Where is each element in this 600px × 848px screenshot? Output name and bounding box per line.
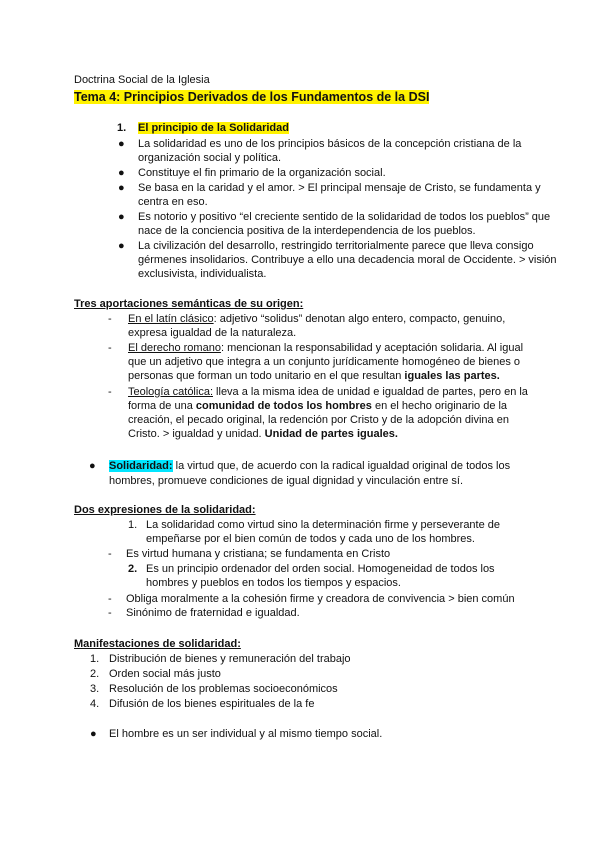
list-item: En el latín clásico: adjetivo “solidus” denotan algo entero, compacto, genuino, <box>128 313 506 325</box>
list-item: Es virtud humana y cristiana; se fundamenta en Cristo <box>126 548 391 560</box>
bullet-icon: ● <box>118 240 125 252</box>
title-highlight: Tema 4: Principios Derivados de los Fundamentos de la DSI <box>74 90 430 104</box>
dash-marker: - <box>108 342 112 354</box>
bullet-icon: ● <box>118 138 125 150</box>
list-item: El derecho romano: mencionan la responsabilidad y aceptación solidaria. Al igual <box>128 342 524 354</box>
bullet-icon: ● <box>118 211 125 223</box>
list-item: La solidaridad es uno de los principios básicos de la concepción cristiana de la <box>138 138 522 150</box>
list-item: Cristo. > igualdad y unidad. Unidad de partes iguales. <box>128 428 398 440</box>
list-number: 4. <box>90 698 100 710</box>
dash-marker: - <box>108 548 112 560</box>
bullet-icon: ● <box>89 460 96 472</box>
section-heading: Dos expresiones de la solidaridad: <box>74 504 256 516</box>
list-item: nace de la conciencia positiva de la interdependencia de los pueblos. <box>138 225 476 237</box>
list-item: Resolución de los problemas socioeconómicos <box>109 683 338 695</box>
course-name: Doctrina Social de la Iglesia <box>74 74 210 86</box>
section-number: 1. <box>117 122 127 134</box>
list-item: La solidaridad como virtud sino la determinación firme y perseverante de <box>146 519 501 531</box>
list-number: 2. <box>90 668 100 680</box>
list-item: Se basa en la caridad y el amor. > El principal mensaje de Cristo, se fundamenta y <box>138 182 541 194</box>
list-item: Constituye el fin primario de la organización social. <box>138 167 386 179</box>
list-item: exclusivista, individualista. <box>138 268 267 280</box>
list-number: 3. <box>90 683 100 695</box>
bullet-icon: ● <box>90 728 97 740</box>
dash-marker: - <box>108 313 112 325</box>
dash-marker: - <box>108 607 112 619</box>
list-number: 2. <box>128 563 138 575</box>
page-title <box>74 89 429 105</box>
section-heading: Tres aportaciones semánticas de su origen: <box>74 298 304 310</box>
list-item: centra en eso. <box>138 196 208 208</box>
list-item: organización social y política. <box>138 152 282 164</box>
list-number: 1. <box>128 519 138 531</box>
list-item: que un adjetivo que integra a un conjunto jurídicamente homogéneo de bienes o <box>128 356 521 368</box>
section-heading: El principio de la Solidaridad <box>138 122 289 134</box>
list-item: Distribución de bienes y remuneración del trabajo <box>109 653 351 665</box>
list-item: Obliga moralmente a la cohesión firme y creadora de convivencia > bien común <box>126 593 515 605</box>
list-item: Es un principio ordenador del orden social. Homogeneidad de todos los <box>146 563 495 575</box>
list-item: La civilización del desarrollo, restringido territorialmente parece que lleva consigo <box>138 240 534 252</box>
list-item: expresa igualdad de la naturaleza. <box>128 327 297 339</box>
list-item: gérmenes insolidarios. Contribuye a ello una decadencia moral de Occidente. > visión <box>138 254 557 266</box>
list-item: creación, el pecado original, la redención por Cristo y de la adopción divina en <box>128 414 509 426</box>
list-item: Teología católica: lleva a la misma idea de unidad e igualdad de partes, pero en la <box>128 386 528 398</box>
list-item: Sinónimo de fraternidad e igualdad. <box>126 607 300 619</box>
definition-term: Solidaridad: <box>109 460 173 472</box>
list-item: Difusión de los bienes espirituales de la fe <box>109 698 315 710</box>
list-item: forma de una comunidad de todos los hombres en el hecho originario de la <box>128 400 508 412</box>
list-item: personas que forman un todo unitario en el que resultan iguales las partes. <box>128 370 500 382</box>
definition-line: hombres, promueve condiciones de igual dignidad y vinculación entre sí. <box>109 475 464 487</box>
bullet-icon: ● <box>118 182 125 194</box>
list-number: 1. <box>90 653 100 665</box>
list-item: Es notorio y positivo “el creciente sentido de la solidaridad de todos los pueblos” que <box>138 211 551 223</box>
closing-statement: El hombre es un ser individual y al mismo tiempo social. <box>109 728 383 740</box>
list-item: empeñarse por el bien común de todos y cada uno de los hombres. <box>146 533 475 545</box>
definition-line: Solidaridad: la virtud que, de acuerdo con la radical igualdad original de todos los <box>109 460 511 472</box>
dash-marker: - <box>108 386 112 398</box>
list-item: Orden social más justo <box>109 668 221 680</box>
list-item: hombres y pueblos en todos los tiempos y espacios. <box>146 577 401 589</box>
dash-marker: - <box>108 593 112 605</box>
bullet-icon: ● <box>118 167 125 179</box>
section-heading: Manifestaciones de solidaridad: <box>74 638 241 650</box>
